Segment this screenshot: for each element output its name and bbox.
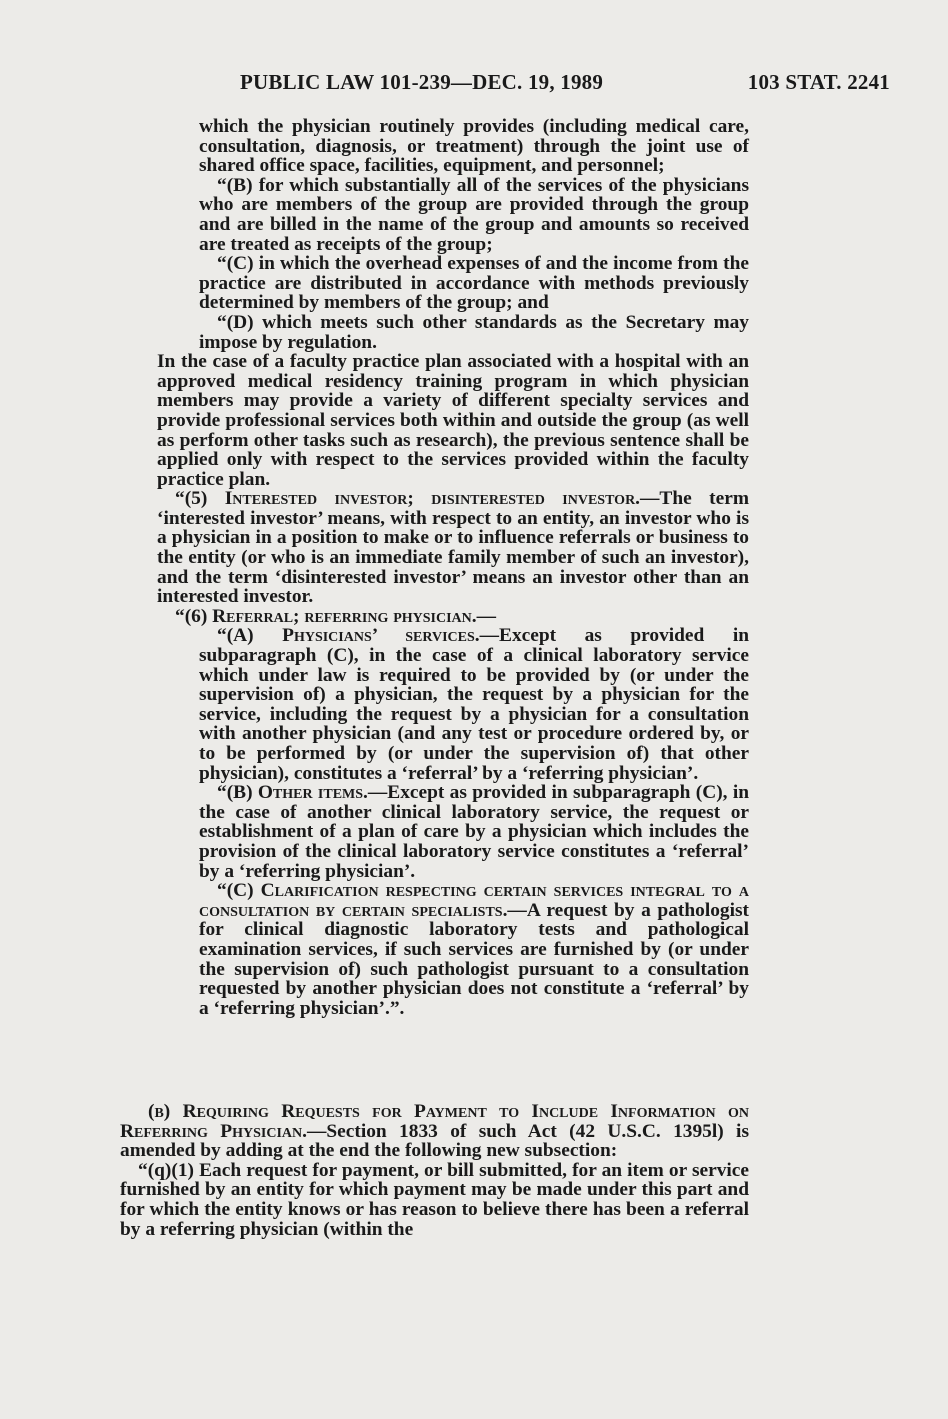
subparagraph-6a (199, 626, 749, 783)
paragraph-6-text: — (476, 605, 497, 627)
public-law-citation: PUBLIC LAW 101-239—DEC. 19, 1989 (240, 70, 604, 94)
paragraph-5-interested-investor (157, 489, 749, 607)
page-header (240, 70, 890, 100)
paragraph-continuation: which the physician routinely provides (including medical care, consultation, diagnosis, or treatment) through the joint use of shared office space, facilities, equipment, and personnel; (199, 116, 749, 177)
subparagraph-6a-heading: “(A) Physicians’ services. (217, 625, 480, 647)
statute-page-number: 103 STAT. 2241 (747, 70, 890, 94)
subparagraph-6b (199, 783, 749, 881)
subparagraph-d: “(D) which meets such other standards as the Secretary may impose by regulation. (199, 311, 749, 353)
subparagraph-6a-text: —Except as provided in subparagraph (C), in the case of a clinical laboratory service which under law is required to be provided by (or under the supervision of) a physician, the request by a physician for the service, including the request by a physician for a consultation with another physician (and any test or procedure ordered by, or to be performed by (or under the supervision of) that other physician), constitutes a ‘referral’ by a ‘referring physician’. (199, 625, 749, 784)
subsection-b-text: —Section 1833 of such Act (42 U.S.C. 1395l) is amended by adding at the end the following new subsection: (120, 1120, 749, 1162)
subparagraph-6c-text: —A request by a pathologist for clinical diagnostic laboratory tests and pathological examination services, if such services are furnished by (or under the supervision of) such pathologist pursuant to a consultation requested by another physician does not constitute a ‘referral’ by a ‘referring physician’.”. (199, 899, 749, 1019)
paragraph-6-referral (157, 607, 749, 627)
paragraph-5-text: —The term ‘interested investor’ means, with respect to an entity, an investor who is a physician in a position to make or to influence referrals or business to the entity (or who is an immediate family member of such an investor), and the term ‘disinterested investor’ means an investor other than an interested investor. (157, 488, 749, 608)
subparagraph-6b-heading: “(B) Other items. (217, 782, 368, 804)
faculty-practice-plan-paragraph: In the case of a faculty practice plan associated with a hospital with an approved medical residency training program in which physician members may provide a variety of different specialty services and provide professional services both within and outside the group (as well as perform other tasks such as research), the previous sentence shall be applied only with respect to the services provided within the faculty practice plan. (157, 351, 749, 490)
subsection-q-paragraph: “(q)(1) Each request for payment, or bill submitted, for an item or service furnished by an entity for which payment may be made under this part and for which the entity knows or has reason to believe there has been a referral by a referring physician (within the (120, 1159, 749, 1240)
subparagraph-6c-heading: “(C) Clarification respecting certain services integral to a consultation by certain specialists. (199, 880, 749, 921)
body-text (157, 117, 749, 1018)
subsection-b-heading: (b) Requiring Requests for Payment to Include Information on Referring Physician. (120, 1101, 749, 1142)
paragraph-5-heading: “(5) Interested investor; disinterested investor. (175, 488, 641, 510)
subsection-b-heading-paragraph (120, 1102, 749, 1161)
subparagraph-b: “(B) for which substantially all of the services of the physicians who are members of the group are provided through the group and are billed in the name of the group and amounts so received are treated as receipts of the group; (199, 174, 749, 255)
body-text-lower (120, 1102, 749, 1239)
subparagraph-6b-text: —Except as provided in subparagraph (C), in the case of another clinical laboratory service, the request or establishment of a plan of care by a physician which includes the provision of the clinical laboratory service constitutes a ‘referral’ by a ‘referring physician’. (199, 782, 749, 882)
paragraph-6-heading: “(6) Referral; referring physician. (175, 605, 477, 627)
subparagraph-6c (199, 881, 749, 1018)
subparagraph-c: “(C) in which the overhead expenses of and the income from the practice are distributed in accordance with methods previously determined by members of the group; and (199, 253, 749, 314)
